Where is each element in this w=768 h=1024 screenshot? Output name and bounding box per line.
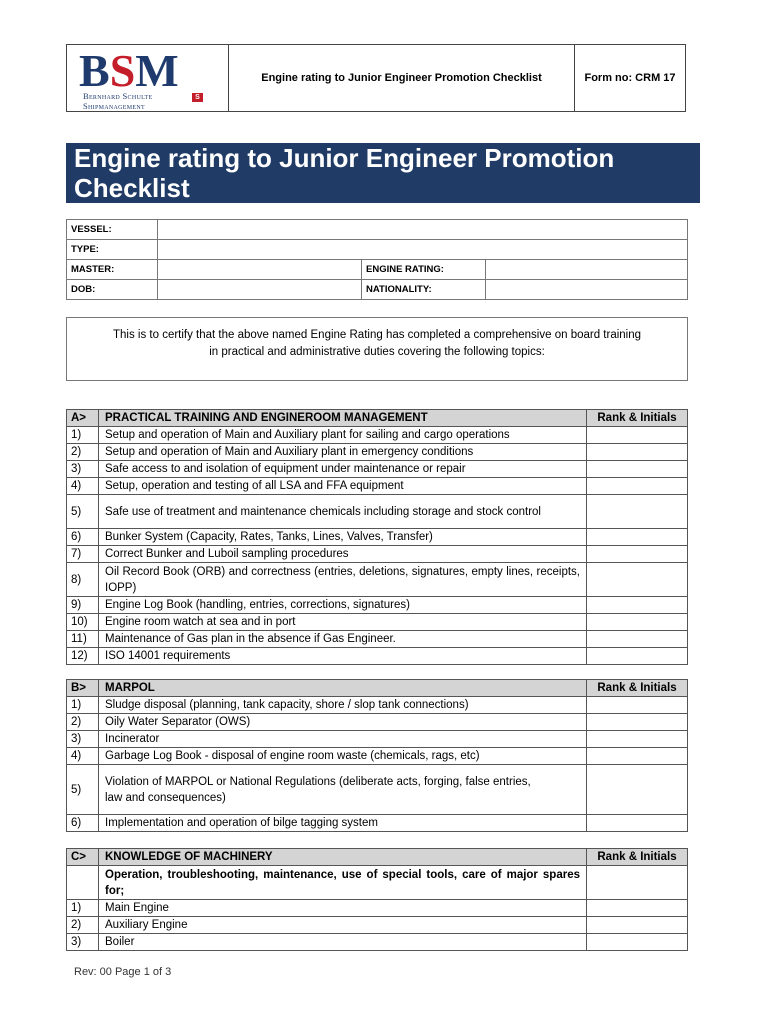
checklist-item: Safe use of treatment and maintenance chemicals including storage and stock control xyxy=(99,495,587,529)
rank-initials-field[interactable] xyxy=(587,731,688,748)
document-header xyxy=(66,44,686,112)
rank-initials-field[interactable] xyxy=(587,444,688,461)
rank-initials-field[interactable] xyxy=(587,597,688,614)
item-number: 12) xyxy=(67,648,99,665)
rank-initials-field[interactable] xyxy=(587,478,688,495)
rank-initials-field[interactable] xyxy=(587,529,688,546)
nationality-field[interactable] xyxy=(486,280,688,300)
item-number: 7) xyxy=(67,546,99,563)
item-number: 1) xyxy=(67,427,99,444)
rank-initials-field[interactable] xyxy=(587,648,688,665)
checklist-item: Engine room watch at sea and in port xyxy=(99,614,587,631)
section-c-rank-header: Rank & Initials xyxy=(587,849,688,866)
checklist-item: Setup and operation of Main and Auxiliary plant in emergency conditions xyxy=(99,444,587,461)
certificate-line2: in practical and administrative duties covering the following topics: xyxy=(209,346,545,358)
checklist-item: ISO 14001 requirements xyxy=(99,648,587,665)
item-number: 2) xyxy=(67,714,99,731)
certificate-line1: This is to certify that the above named Engine Rating has completed a comprehensive on board training xyxy=(112,329,642,341)
checklist-item: Maintenance of Gas plan in the absence if Gas Engineer. xyxy=(99,631,587,648)
item-number: 3) xyxy=(67,731,99,748)
checklist-item: Setup and operation of Main and Auxiliary plant for sailing and cargo operations xyxy=(99,427,587,444)
section-a-label: A> xyxy=(67,410,99,427)
section-b-table xyxy=(66,679,688,832)
rank-initials-field[interactable] xyxy=(587,815,688,832)
info-table xyxy=(66,219,688,300)
checklist-item-line1: Violation of MARPOL or National Regulations (deliberate acts, forging, false entries, xyxy=(105,775,531,788)
vessel-field[interactable] xyxy=(158,220,688,240)
section-c-table xyxy=(66,848,688,951)
rank-initials-field[interactable] xyxy=(587,697,688,714)
rank-initials-field[interactable] xyxy=(587,714,688,731)
section-b-title: MARPOL xyxy=(99,680,587,697)
type-field[interactable] xyxy=(158,240,688,260)
item-number: 2) xyxy=(67,444,99,461)
section-c-label: C> xyxy=(67,849,99,866)
item-number: 3) xyxy=(67,461,99,478)
rank-initials-field[interactable] xyxy=(587,934,688,951)
section-a-title: PRACTICAL TRAINING AND ENGINEROOM MANAGEMENT xyxy=(99,410,587,427)
rank-initials-field[interactable] xyxy=(587,546,688,563)
nationality-label: NATIONALITY: xyxy=(362,280,486,300)
type-label: TYPE: xyxy=(67,240,158,260)
checklist-item: Sludge disposal (planning, tank capacity, shore / slop tank connections) xyxy=(99,697,587,714)
rank-initials-field[interactable] xyxy=(587,748,688,765)
rank-initials-field[interactable] xyxy=(587,563,688,597)
checklist-item: Oil Record Book (ORB) and correctness (entries, deletions, signatures, empty lines, receipts, IOPP) xyxy=(99,563,587,597)
logo-sub-line2: Shipmanagement xyxy=(83,101,145,111)
item-number: 2) xyxy=(67,917,99,934)
section-c-title: KNOWLEDGE OF MACHINERY xyxy=(99,849,587,866)
rank-initials-field[interactable] xyxy=(587,614,688,631)
logo-wordmark: BSM xyxy=(79,45,179,96)
rank-initials-field[interactable] xyxy=(587,427,688,444)
rank-initials-field[interactable] xyxy=(587,917,688,934)
item-number: 10) xyxy=(67,614,99,631)
checklist-item: Engine Log Book (handling, entries, corrections, signatures) xyxy=(99,597,587,614)
rank-initials-field[interactable] xyxy=(587,461,688,478)
checklist-item: Incinerator xyxy=(99,731,587,748)
item-number: 5) xyxy=(67,765,99,815)
vessel-label: VESSEL: xyxy=(67,220,158,240)
checklist-item: Garbage Log Book - disposal of engine room waste (chemicals, rags, etc) xyxy=(99,748,587,765)
banner-title-line2: Checklist xyxy=(74,173,190,203)
item-number: 4) xyxy=(67,748,99,765)
section-a-table xyxy=(66,409,688,665)
rank-initials-field[interactable] xyxy=(587,765,688,815)
item-number xyxy=(67,866,99,900)
engine-rating-field[interactable] xyxy=(486,260,688,280)
checklist-item: Main Engine xyxy=(99,900,587,917)
master-field[interactable] xyxy=(158,260,362,280)
page-footer: Rev: 00 Page 1 of 3 xyxy=(74,966,172,978)
checklist-item xyxy=(99,765,587,815)
item-number: 8) xyxy=(67,563,99,597)
checklist-item: Safe access to and isolation of equipment under maintenance or repair xyxy=(99,461,587,478)
checklist-item: Implementation and operation of bilge tagging system xyxy=(99,815,587,832)
rank-initials-field[interactable] xyxy=(587,866,688,900)
form-number: Form no: CRM 17 xyxy=(584,72,676,84)
checklist-item: Setup, operation and testing of all LSA and FFA equipment xyxy=(99,478,587,495)
master-label: MASTER: xyxy=(67,260,158,280)
item-number: 4) xyxy=(67,478,99,495)
section-c-intro: Operation, troubleshooting, maintenance, use of special tools, care of major spares for; xyxy=(99,866,587,900)
banner-title-line1: Engine rating to Junior Engineer Promotion xyxy=(74,143,615,173)
dob-field[interactable] xyxy=(158,280,362,300)
item-number: 11) xyxy=(67,631,99,648)
checklist-item: Oily Water Separator (OWS) xyxy=(99,714,587,731)
header-title: Engine rating to Junior Engineer Promotion Checklist xyxy=(229,45,575,111)
item-number: 1) xyxy=(67,697,99,714)
rank-initials-field[interactable] xyxy=(587,900,688,917)
item-number: 9) xyxy=(67,597,99,614)
section-b-label: B> xyxy=(67,680,99,697)
dob-label: DOB: xyxy=(67,280,158,300)
section-b-rank-header: Rank & Initials xyxy=(587,680,688,697)
logo-subtitle xyxy=(83,91,152,111)
engine-rating-label: ENGINE RATING: xyxy=(362,260,486,280)
rank-initials-field[interactable] xyxy=(587,495,688,529)
checklist-item-line2: law and consequences) xyxy=(105,791,226,804)
item-number: 5) xyxy=(67,495,99,529)
checklist-item: Correct Bunker and Luboil sampling procedures xyxy=(99,546,587,563)
item-number: 1) xyxy=(67,900,99,917)
logo-sub-line1: Bernhard Schulte xyxy=(83,91,153,101)
certificate-statement xyxy=(66,317,688,381)
logo-flag-icon: S xyxy=(192,93,203,102)
checklist-item: Auxiliary Engine xyxy=(99,917,587,934)
rank-initials-field[interactable] xyxy=(587,631,688,648)
bsm-logo xyxy=(67,45,229,111)
checklist-item: Bunker System (Capacity, Rates, Tanks, Lines, Valves, Transfer) xyxy=(99,529,587,546)
item-number: 3) xyxy=(67,934,99,951)
checklist-item: Boiler xyxy=(99,934,587,951)
item-number: 6) xyxy=(67,815,99,832)
section-a-rank-header: Rank & Initials xyxy=(587,410,688,427)
item-number: 6) xyxy=(67,529,99,546)
title-banner xyxy=(66,143,700,203)
